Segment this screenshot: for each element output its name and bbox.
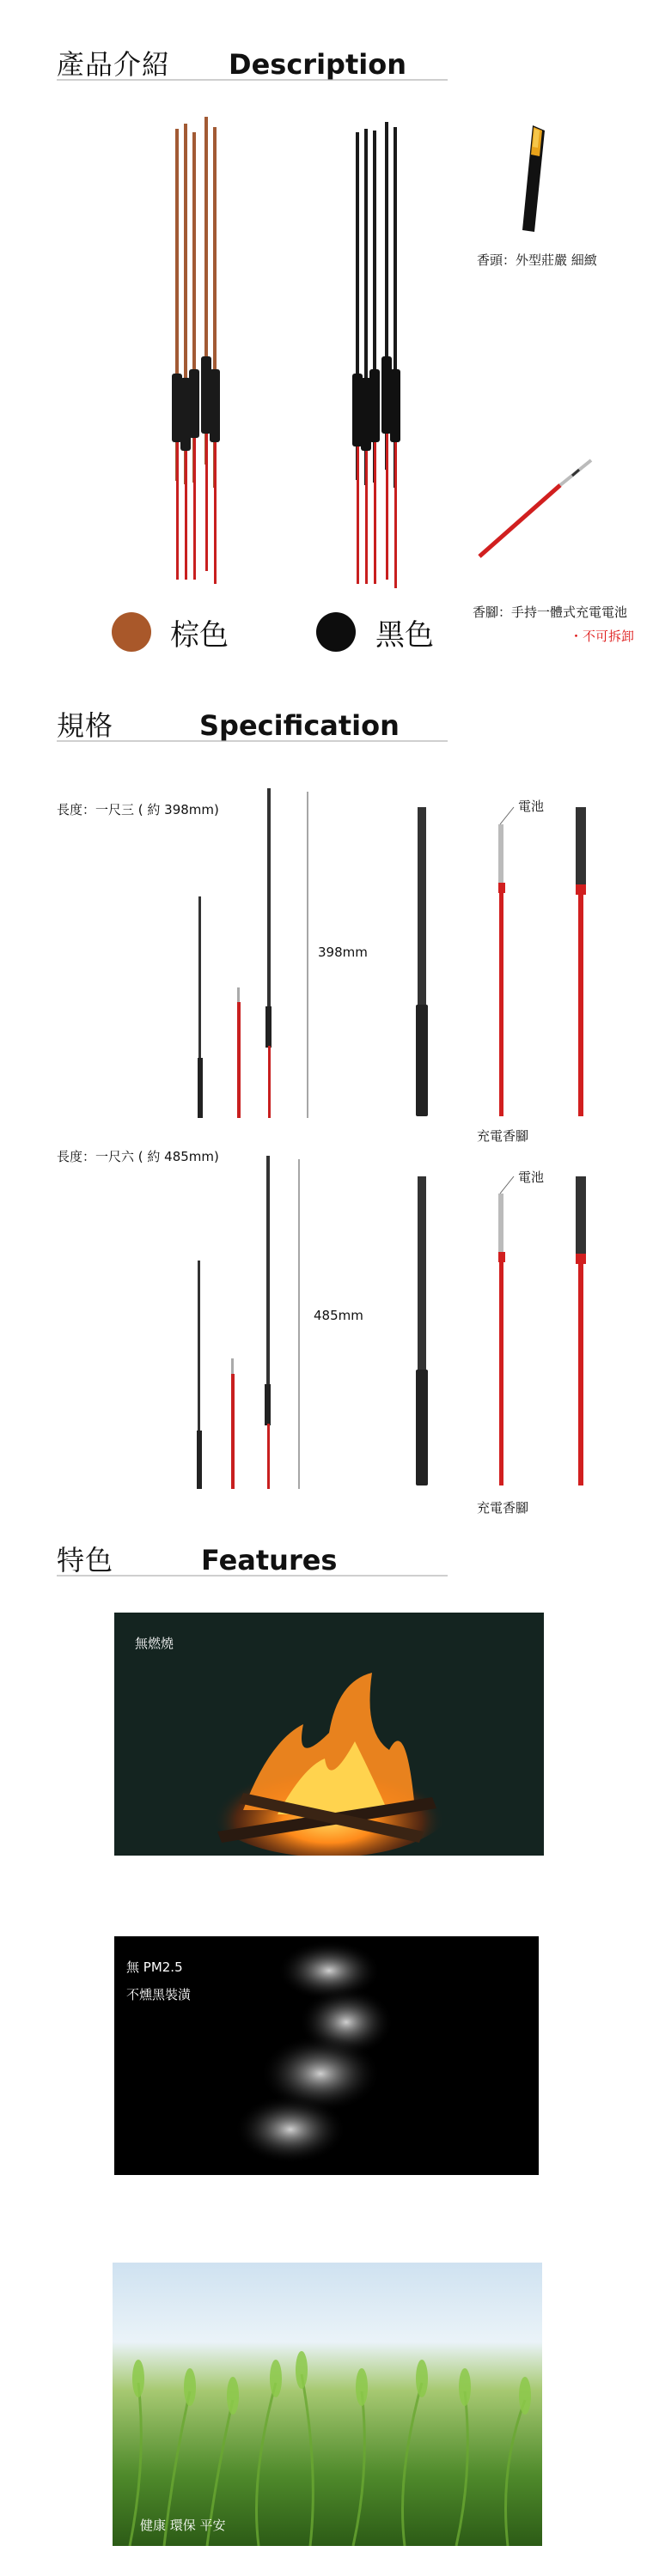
brown-color-label: 棕色	[170, 618, 229, 653]
brown-stick-group	[172, 117, 220, 584]
spec-battery-1-image	[404, 799, 610, 1125]
brown-color-swatch	[112, 612, 151, 652]
feature-grass-photo	[113, 2263, 542, 2546]
spec-battery-label-1: 電池	[518, 799, 545, 814]
feature-smoke-photo	[114, 1936, 539, 2175]
specification-title-cn: 規格	[57, 709, 114, 742]
incense-foot-closeup-image	[471, 455, 600, 567]
spec-charge-label-2: 充電香腳	[477, 1500, 529, 1516]
spec-measure-1: 398mm	[318, 945, 368, 960]
specification-title-en: Specification	[199, 709, 400, 742]
spec-charge-label-1: 充電香腳	[477, 1128, 529, 1144]
features-title-cn: 特色	[57, 1544, 114, 1577]
spec-length-label-1: 長度：一尺三 ( 約 398mm)	[57, 802, 219, 817]
foot-note: ・不可拆卸	[570, 629, 635, 644]
feature-fire-text	[135, 1634, 174, 1652]
brown-incense-sticks-image	[163, 112, 241, 592]
feature-fire-line-1: 無燃燒	[135, 1636, 174, 1651]
wheat-field-image	[113, 2263, 542, 2546]
incense-head-closeup-image	[516, 122, 550, 238]
feature-fire-photo	[114, 1613, 544, 1856]
feature-grass-text	[140, 2516, 226, 2534]
specification-header	[57, 704, 448, 742]
spec-length-label-2: 長度：一尺六 ( 約 485mm)	[57, 1149, 219, 1164]
spec-battery-label-2: 電池	[518, 1170, 545, 1185]
spec-battery-2-image	[404, 1168, 610, 1494]
head-caption: 香頭：外型莊嚴 細緻	[477, 252, 597, 268]
black-incense-sticks-image	[344, 112, 421, 601]
feature-smoke-line-2: 不燻黑裝潢	[126, 1987, 192, 2002]
features-title-en: Features	[201, 1544, 338, 1577]
foot-caption: 香腳：手持一體式充電電池	[473, 605, 628, 620]
black-color-swatch	[316, 612, 356, 652]
feature-grass-line-1: 健康 環保 平安	[140, 2518, 226, 2533]
campfire-image	[114, 1613, 544, 1856]
spec-measure-2: 485mm	[314, 1308, 363, 1323]
description-title-en: Description	[229, 48, 406, 81]
feature-smoke-line-1: 無 PM2.5	[126, 1959, 183, 1975]
description-title-cn: 產品介紹	[57, 48, 171, 81]
spec-sticks-2-image	[189, 1151, 318, 1494]
black-stick-group	[352, 122, 400, 588]
feature-smoke-text	[126, 1953, 191, 2008]
description-header	[57, 43, 448, 81]
features-header	[57, 1539, 448, 1577]
spec-sticks-1-image	[189, 783, 318, 1127]
black-color-label: 黑色	[375, 618, 434, 653]
